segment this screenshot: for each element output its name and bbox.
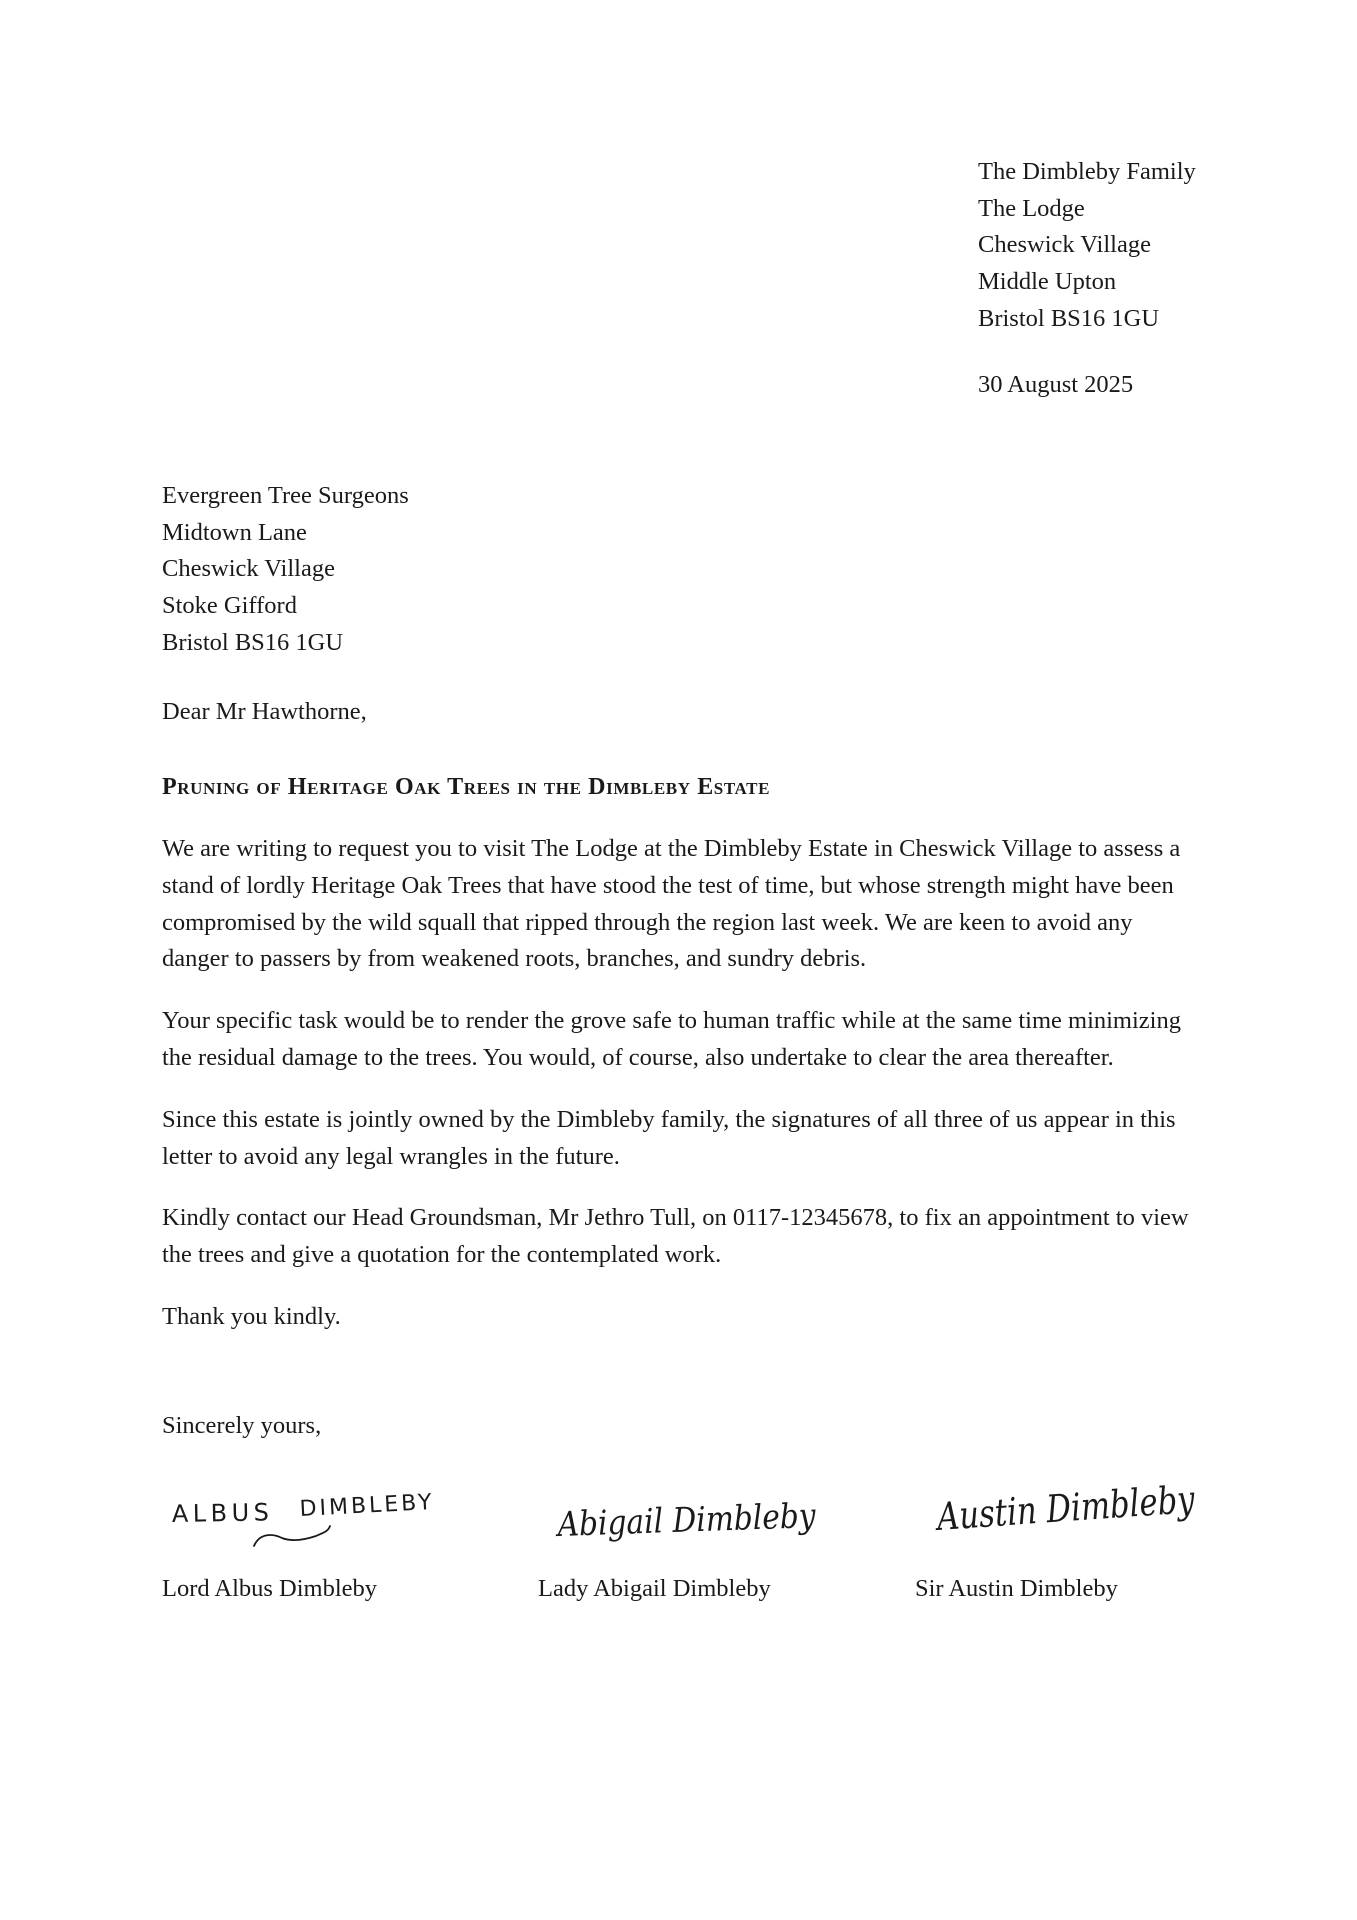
recipient-line: Cheswick Village: [162, 555, 335, 583]
recipient-line: Midtown Lane: [162, 518, 307, 546]
sender-line: Bristol BS16 1GU: [978, 304, 1160, 332]
body-paragraph: Your specific task would be to render the grove safe to human traffic while at the same time minimizing the residual damage to the trees. You would, of course, also undertake to clear the area thereafter.: [162, 1007, 1181, 1071]
recipient-line: Evergreen Tree Surgeons: [162, 482, 409, 509]
sender-address: [978, 154, 1196, 403]
svg-text:DIMBLEBY: DIMBLEBY: [299, 1489, 436, 1522]
body-paragraph: Thank you kindly.: [162, 1302, 341, 1330]
svg-text:Austin Dimbleby: Austin Dimbleby: [935, 1472, 1257, 1539]
sender-line: The Lodge: [978, 194, 1085, 222]
signatory-name: Sir Austin Dimbleby: [915, 1575, 1118, 1602]
recipient-address: [162, 478, 409, 662]
svg-text:Abigail Dimbleby: Abigail Dimbleby: [556, 1494, 855, 1545]
body-paragraph: We are writing to request you to visit The Lodge at the Dimbleby Estate in Cheswick Village to assess a stand of lordly Heritage Oak Trees that have stood the test of time, but whose strength might have been compromised by the wild squall that ripped through the region last week. We are keen to avoid any danger to passers by from weakened roots, branches, and sundry debris.: [162, 835, 1181, 973]
sender-line: Middle Upton: [978, 268, 1117, 296]
signature-abigail: [556, 1484, 855, 1564]
svg-text:ALBUS: ALBUS: [171, 1498, 274, 1528]
signatory-name: Lord Albus Dimbleby: [162, 1575, 378, 1602]
salutation: Dear Mr Hawthorne,: [162, 698, 367, 725]
sender-line: Cheswick Village: [978, 231, 1151, 259]
signature-albus: [170, 1488, 450, 1558]
letter-body: [162, 831, 1202, 1361]
signature-albus-image: [170, 1488, 450, 1558]
letter-date: 30 August 2025: [978, 370, 1134, 398]
body-paragraph: Kindly contact our Head Groundsman, Mr Jethro Tull, on 0117-12345678, to fix an appointment to view the trees and give a quotation for the contemplated work.: [162, 1204, 1189, 1269]
subject-heading: Pruning of Heritage Oak Trees in the Dimbleby Estate: [162, 774, 771, 800]
recipient-line: Stoke Gifford: [162, 592, 297, 620]
signatory-name: Lady Abigail Dimbleby: [538, 1575, 771, 1602]
sender-line: The Dimbleby Family: [978, 158, 1196, 185]
closing: Sincerely yours,: [162, 1412, 322, 1439]
signature-abigail-image: [556, 1484, 855, 1564]
body-paragraph: Since this estate is jointly owned by the Dimbleby family, the signatures of all three of us appear in this letter to avoid any legal wrangles in the future.: [162, 1105, 1176, 1170]
signature-austin: [935, 1472, 1257, 1560]
recipient-line: Bristol BS16 1GU: [162, 628, 344, 656]
signature-austin-image: [935, 1472, 1257, 1560]
